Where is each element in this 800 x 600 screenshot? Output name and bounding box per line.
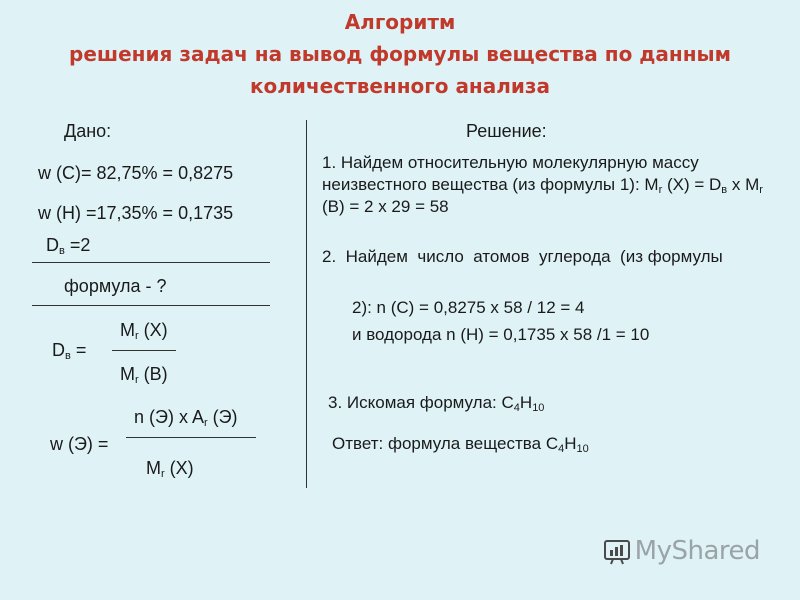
answer-sub-1: 4 (558, 443, 565, 455)
solution-step-2-line-1: 2. Найдем число атомов углерода (из формулы (322, 247, 723, 266)
wformula-den-main: M (146, 458, 161, 478)
given-question: формула - ? (64, 276, 167, 296)
title-line-2: решения задач на вывод формулы вещества по данным (69, 42, 731, 66)
dformula-lhs-sub: в (65, 350, 71, 362)
dformula-lhs-main: D (52, 340, 65, 360)
given-separator-1 (32, 262, 270, 263)
given-separator-2 (32, 305, 270, 306)
logo-text: MyShared (634, 536, 760, 566)
given-density-ratio (46, 235, 90, 256)
wformula-den-rest: (X) (164, 458, 194, 478)
title-line-1: Алгоритм (344, 10, 456, 34)
dformula-fraction-bar (112, 350, 176, 351)
wformula-num-b: (Э) (207, 407, 238, 427)
given-mass-fraction-h: w (Н) =17,35% = 0,1735 (38, 203, 234, 223)
step3-text-a: 3. Искомая формула: С (328, 393, 514, 412)
wformula-lhs: w (Э) = (50, 434, 109, 454)
wformula-numerator (134, 407, 238, 428)
wformula-num-sub: r (203, 417, 208, 429)
solution-heading: Решение: (466, 121, 547, 141)
d-value: =2 (64, 235, 91, 255)
step3-text-b: Н (519, 393, 533, 412)
step1-text-d: (B) = 2 x 29 = 58 (322, 197, 449, 216)
answer-sub-2: 10 (576, 443, 589, 455)
dformula-den-sub: r (135, 374, 139, 386)
given-heading: Дано: (64, 121, 112, 141)
column-divider (306, 120, 307, 488)
dformula-num-rest: (X) (138, 320, 168, 340)
solution-step-2-line-2: 2): n (C) = 0,8275 x 58 / 12 = 4 (352, 298, 585, 317)
step1-sub-2: в (721, 184, 728, 196)
solution-step-3 (328, 393, 544, 413)
dformula-num-main: M (120, 320, 135, 340)
step3-sub-2: 10 (532, 402, 545, 414)
dformula-den-rest: (B) (138, 364, 168, 384)
dformula-numerator (120, 320, 168, 341)
solution-step-2-line-3: и водорода n (H) = 0,1735 x 58 /1 = 10 (352, 325, 650, 344)
dformula-lhs (52, 340, 86, 361)
step1-sub-1: r (658, 184, 663, 196)
dformula-den-main: M (120, 364, 135, 384)
wformula-denominator (146, 458, 194, 479)
d-sub: в (59, 245, 65, 257)
given-mass-fraction-c: w (С)= 82,75% = 0,8275 (38, 163, 234, 183)
step1-text-b: (X) = D (662, 175, 722, 194)
dformula-num-sub: r (135, 330, 139, 342)
wformula-den-sub: r (161, 468, 165, 480)
mini-chart-icon (603, 537, 631, 565)
solution-step-1 (322, 152, 772, 218)
solution-answer (332, 434, 589, 454)
d-main: D (46, 235, 59, 255)
step3-sub-1: 4 (513, 402, 520, 414)
step1-text-c: x M (727, 175, 760, 194)
title-line-3: количественного анализа (249, 74, 551, 98)
answer-text-b: Н (564, 434, 577, 453)
myshared-logo (603, 536, 760, 566)
step1-text-a: 1. Найдем относительную молекулярную массу неизвестного вещества (из формулы 1): M (322, 153, 699, 194)
dformula-lhs-eq: = (70, 340, 87, 360)
step1-sub-3: r (759, 184, 763, 196)
dformula-denominator (120, 364, 168, 385)
wformula-fraction-bar (126, 437, 256, 438)
answer-text-a: Ответ: формула вещества С (332, 434, 559, 453)
wformula-num-a: n (Э) x A (134, 407, 204, 427)
